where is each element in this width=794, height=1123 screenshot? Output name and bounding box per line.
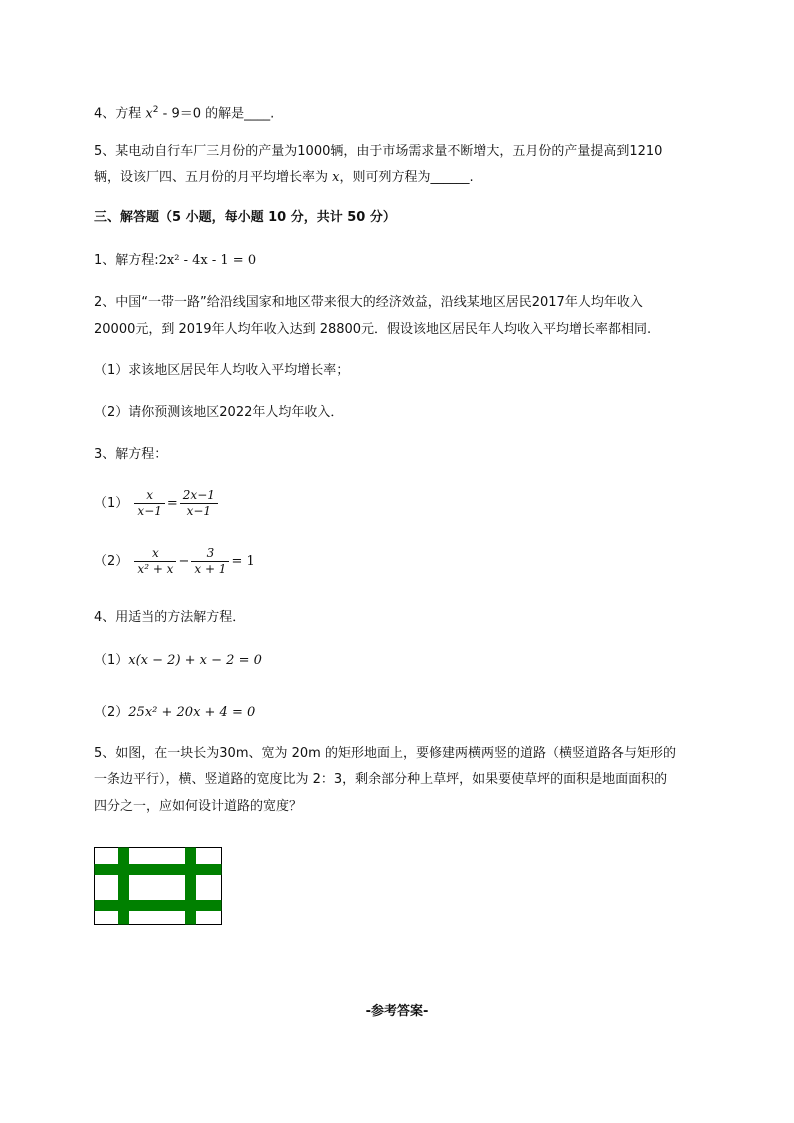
q3-sub1-lhs-denominator: x−1: [137, 504, 162, 518]
q5-variable: x: [332, 170, 340, 185]
solve-question-1: [94, 251, 256, 271]
q4-sub1-equation: x(x − 2) + x − 2 = 0: [128, 653, 262, 668]
q3-sub2-second-denominator: x + 1: [194, 562, 227, 576]
fill-in-question-5-line-1: 5、某电动自行车厂三月份的产量为1000辆，由于市场需求量不断增大，五月份的产量提高到1210: [94, 144, 663, 159]
q3-sub1-rhs-numerator: 2x−1: [180, 488, 218, 504]
q1-prefix: 1、解方程:: [94, 253, 159, 268]
fill-in-question-5-line-2: [94, 168, 474, 188]
q3-sub1-lhs-numerator: x: [134, 488, 164, 504]
q3-sub2-second-numerator: 3: [191, 546, 229, 562]
solve-question-5-line-2: 一条边平行），横、竖道路的宽度比为 2：3，剩余部分种上草坪，如果要使草坪的面积是地面面积的: [94, 772, 668, 787]
q4-sub2-equation: 25x² + 20x + 4 = 0: [128, 705, 256, 720]
q3-sub2-label: （2）: [94, 554, 129, 569]
q4-sub2-label: （2）: [94, 705, 129, 720]
solve-question-2-sub-1: （1）求该地区居民年人均收入平均增长率；: [94, 363, 350, 378]
q3-sub1-label: （1）: [94, 496, 129, 511]
q3-sub2-second-fraction: [191, 546, 229, 577]
q4-rest: - 9＝0 的解是____.: [158, 106, 275, 122]
solve-question-3-sub-1: [94, 485, 220, 523]
q3-sub1-rhs-fraction: [180, 488, 218, 519]
solve-question-5-line-3: 四分之一，应如何设计道路的宽度？: [94, 799, 303, 814]
ground-rectangle: [95, 848, 222, 925]
q3-sub1-lhs-fraction: [134, 488, 164, 519]
horizontal-road-top: [95, 864, 222, 875]
solve-question-2-line-1: 2、中国“一带一路”给沿线国家和地区带来很大的经济效益，沿线某地区居民2017年人均年收入: [94, 295, 643, 310]
q5-text-b: ，则可列方程为______.: [339, 170, 474, 185]
solve-question-2-line-2: 20000元，到 2019年人均年收入达到 28800元．假设该地区居民年人均收入平均增长率都相同.: [94, 322, 652, 337]
q3-sub1-equals: =: [166, 496, 178, 511]
solve-question-3-sub-2: [94, 543, 255, 581]
q4-sub1-label: （1）: [94, 653, 129, 668]
q5-text-a: 辆，设该厂四、五月份的月平均增长率为: [94, 170, 333, 185]
vertical-road-left: [118, 848, 129, 925]
solve-question-3-title: 3、解方程：: [94, 447, 168, 462]
q4-variable: x: [145, 106, 153, 122]
q4-prefix: 4、方程: [94, 106, 146, 122]
q3-sub1-rhs-denominator: x−1: [186, 504, 212, 518]
answer-heading: -参考答案-: [365, 1004, 429, 1019]
q3-sub2-rhs: = 1: [231, 554, 255, 569]
fill-in-question-4: [94, 100, 274, 124]
q3-sub2-first-numerator: x: [134, 546, 176, 562]
q3-sub2-minus: −: [178, 554, 190, 569]
q3-sub2-first-fraction: [134, 546, 176, 577]
road-diagram: [94, 847, 222, 925]
vertical-road-right: [185, 848, 196, 925]
solve-question-4-title: 4、用适当的方法解方程．: [94, 610, 246, 625]
solve-question-5-line-1: 5、如图，在一块长为30m、宽为 20m 的矩形地面上，要修建两横两竖的道路（横竖道路各与矩形的: [94, 746, 676, 761]
solve-question-4-sub-1: [94, 651, 262, 671]
solve-question-4-sub-2: [94, 703, 255, 723]
q1-equation: 2x² - 4x - 1 = 0: [158, 253, 257, 268]
q3-sub2-first-denominator: x² + x: [137, 562, 174, 576]
horizontal-road-bottom: [95, 900, 222, 911]
section-heading: 三、解答题（5 小题，每小题 10 分，共计 50 分）: [94, 210, 396, 225]
solve-question-2-sub-2: （2）请你预测该地区2022年人均年收入．: [94, 405, 344, 420]
q4-exponent: 2: [152, 105, 159, 115]
